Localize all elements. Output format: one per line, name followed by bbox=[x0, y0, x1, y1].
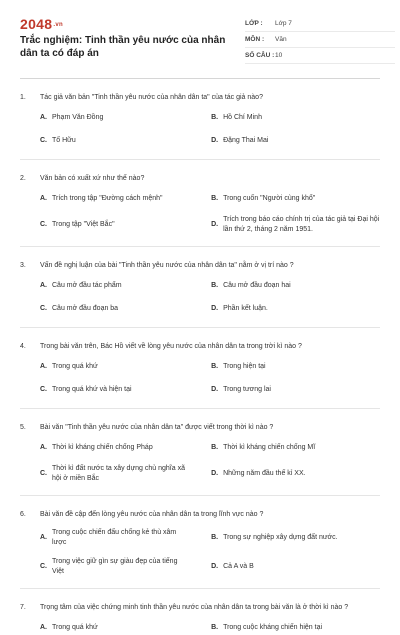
option-d[interactable] bbox=[191, 215, 380, 235]
option-letter: A. bbox=[40, 624, 47, 631]
question-7 bbox=[20, 589, 380, 635]
option-row bbox=[20, 383, 380, 397]
info-table bbox=[245, 16, 395, 64]
option-letter: B. bbox=[211, 195, 219, 202]
option-letter: B. bbox=[211, 534, 219, 541]
option-row bbox=[20, 557, 380, 577]
option-letter: B. bbox=[211, 114, 219, 121]
option-letter: B. bbox=[211, 363, 219, 370]
option-letter: C. bbox=[40, 137, 47, 144]
info-row-subject bbox=[245, 32, 395, 48]
option-a[interactable] bbox=[20, 192, 191, 206]
question-line bbox=[20, 509, 380, 520]
question-line bbox=[20, 260, 380, 271]
option-letter: C. bbox=[40, 386, 47, 393]
option-text: Trong cuộc kháng chiến hiện tại bbox=[223, 624, 323, 631]
question-text: Trong bài văn trên, Bác Hồ viết về lòng yêu nước của nhân dân ta trong trời kì nào ? bbox=[40, 343, 302, 350]
option-letter: D. bbox=[211, 137, 219, 144]
option-a[interactable] bbox=[20, 528, 191, 548]
question-line bbox=[20, 341, 380, 352]
option-letter: C. bbox=[40, 221, 47, 228]
option-b[interactable] bbox=[191, 528, 380, 548]
question-text: Trọng tâm của việc chứng minh tinh thần yêu nước của nhân dân ta trong bài văn là ở thời kì nào ? bbox=[40, 604, 349, 611]
question-number: 4. bbox=[20, 343, 26, 350]
options bbox=[20, 528, 380, 577]
option-text: Đặng Thai Mai bbox=[223, 137, 269, 144]
option-text: Trong sự nghiệp xây dựng đất nước. bbox=[223, 534, 338, 541]
options bbox=[20, 279, 380, 316]
option-letter: B. bbox=[211, 282, 219, 289]
option-c[interactable] bbox=[20, 215, 191, 235]
option-text: Trong tập "Việt Bắc" bbox=[52, 221, 115, 228]
option-text: Cả A và B bbox=[223, 563, 254, 570]
option-c[interactable] bbox=[20, 557, 191, 577]
question-2 bbox=[20, 160, 380, 247]
question-4 bbox=[20, 328, 380, 409]
option-row bbox=[20, 279, 380, 293]
option-letter: D. bbox=[211, 305, 219, 312]
question-line bbox=[20, 602, 380, 613]
question-line bbox=[20, 173, 380, 184]
option-row bbox=[20, 134, 380, 148]
info-value: 10 bbox=[275, 52, 283, 59]
worksheet-header bbox=[20, 12, 380, 68]
option-d[interactable] bbox=[191, 302, 380, 316]
info-value: Văn bbox=[275, 36, 287, 43]
option-a[interactable] bbox=[20, 441, 191, 455]
option-text: Trong quá khứ và hiện tại bbox=[52, 386, 132, 393]
question-text: Bài văn đề cập đến lòng yêu nước của nhân dân ta trong lĩnh vực nào ? bbox=[40, 511, 264, 518]
option-text: Phạm Văn Đồng bbox=[52, 114, 104, 121]
option-row bbox=[20, 111, 380, 125]
option-c[interactable] bbox=[20, 464, 191, 484]
question-number: 7. bbox=[20, 604, 26, 611]
option-row bbox=[20, 621, 380, 635]
site-logo[interactable] bbox=[20, 16, 63, 32]
option-b[interactable] bbox=[191, 360, 380, 374]
option-c[interactable] bbox=[20, 302, 191, 316]
options bbox=[20, 621, 380, 635]
option-row bbox=[20, 441, 380, 455]
option-text: Thời kì kháng chiến chống Pháp bbox=[52, 444, 153, 451]
options bbox=[20, 111, 380, 148]
option-a[interactable] bbox=[20, 279, 191, 293]
option-b[interactable] bbox=[191, 279, 380, 293]
question-line bbox=[20, 92, 380, 103]
option-d[interactable] bbox=[191, 383, 380, 397]
option-text: Trong hiện tại bbox=[223, 363, 266, 370]
option-d[interactable] bbox=[191, 557, 380, 577]
option-letter: C. bbox=[40, 470, 47, 477]
option-text: Trong cuộc chiến đấu chống kẻ thù xâm lược bbox=[52, 529, 177, 546]
option-c[interactable] bbox=[20, 134, 191, 148]
options bbox=[20, 360, 380, 397]
question-1 bbox=[20, 79, 380, 160]
option-text: Thời kì đất nước ta xây dựng chủ nghĩa xã hội ở miền Bắc bbox=[52, 465, 185, 482]
option-letter: A. bbox=[40, 444, 47, 451]
question-number: 5. bbox=[20, 424, 26, 431]
info-label: SỐ CÂU : bbox=[245, 52, 275, 59]
info-row-count bbox=[245, 48, 395, 64]
option-text: Những năm đầu thế kỉ XX. bbox=[223, 470, 306, 477]
info-value: Lớp 7 bbox=[275, 20, 292, 27]
option-text: Hồ Chí Minh bbox=[223, 114, 262, 121]
option-a[interactable] bbox=[20, 111, 191, 125]
info-label: LỚP : bbox=[245, 20, 263, 27]
option-text: Trong quá khứ bbox=[52, 363, 98, 370]
question-number: 1. bbox=[20, 94, 26, 101]
option-a[interactable] bbox=[20, 360, 191, 374]
logo-text: 2048 bbox=[20, 16, 53, 32]
option-b[interactable] bbox=[191, 111, 380, 125]
option-letter: D. bbox=[211, 470, 219, 477]
option-text: Trong việc giữ gìn sự giàu đẹp của tiếng Việt bbox=[52, 558, 178, 575]
option-letter: D. bbox=[211, 563, 219, 570]
option-letter: A. bbox=[40, 363, 47, 370]
option-letter: D. bbox=[211, 386, 219, 393]
option-row bbox=[20, 215, 380, 235]
option-text: Trong quá khứ bbox=[52, 624, 98, 631]
option-text: Câu mở đầu đoạn ba bbox=[52, 305, 119, 312]
option-letter: D. bbox=[211, 221, 219, 228]
worksheet-title: Trắc nghiệm: Tinh thần yêu nước của nhân dân ta có đáp án bbox=[20, 35, 226, 59]
option-d[interactable] bbox=[191, 134, 380, 148]
info-row-class bbox=[245, 16, 395, 32]
info-label: MÔN : bbox=[245, 36, 265, 43]
option-letter: A. bbox=[40, 195, 47, 202]
option-letter: B. bbox=[211, 444, 219, 451]
option-text: Câu mở đầu tác phẩm bbox=[52, 282, 122, 289]
question-3 bbox=[20, 247, 380, 328]
option-letter: A. bbox=[40, 114, 47, 121]
logo-suffix: .vn bbox=[53, 22, 63, 29]
option-text: Trích trong báo cáo chính trị của tác giả tại Đại hội lần thứ 2, tháng 2 năm 1951. bbox=[223, 216, 380, 233]
option-text: Trong tương lai bbox=[223, 386, 271, 393]
option-d[interactable] bbox=[191, 464, 380, 484]
question-line bbox=[20, 422, 380, 433]
option-letter: A. bbox=[40, 534, 47, 541]
option-letter: A. bbox=[40, 282, 47, 289]
option-a[interactable] bbox=[20, 621, 191, 635]
question-text: Tác giả văn bản "Tinh thần yêu nước của nhân dân ta" của tác giả nào? bbox=[40, 94, 263, 101]
option-letter: B. bbox=[211, 624, 219, 631]
option-b[interactable] bbox=[191, 621, 380, 635]
question-number: 2. bbox=[20, 175, 26, 182]
option-b[interactable] bbox=[191, 441, 380, 455]
option-letter: C. bbox=[40, 305, 47, 312]
question-number: 6. bbox=[20, 511, 26, 518]
option-text: Câu mở đầu đoạn hai bbox=[223, 282, 291, 289]
option-text: Phần kết luận. bbox=[223, 305, 268, 312]
options bbox=[20, 192, 380, 235]
option-text: Trích trong tập "Đường cách mệnh" bbox=[52, 195, 163, 202]
question-6 bbox=[20, 496, 380, 589]
option-row bbox=[20, 360, 380, 374]
option-row bbox=[20, 528, 380, 548]
question-text: Văn bản có xuất xứ như thế nào? bbox=[40, 175, 145, 182]
option-c[interactable] bbox=[20, 383, 191, 397]
question-number: 3. bbox=[20, 262, 26, 269]
options bbox=[20, 441, 380, 484]
option-b[interactable] bbox=[191, 192, 380, 206]
option-text: Thời kì kháng chiến chống Mĩ bbox=[223, 444, 316, 451]
option-text: Trong cuốn "Người cùng khổ" bbox=[223, 195, 316, 202]
question-5 bbox=[20, 409, 380, 496]
option-row bbox=[20, 302, 380, 316]
option-letter: C. bbox=[40, 563, 47, 570]
question-text: Bài văn "Tinh thần yêu nước của nhân dân ta" được viết trong thời kì nào ? bbox=[40, 424, 274, 431]
option-text: Tố Hữu bbox=[52, 137, 76, 144]
question-text: Vấn đề nghị luận của bài "Tinh thần yêu nước của nhân dân ta" nằm ở vị trí nào ? bbox=[40, 262, 294, 269]
option-row bbox=[20, 464, 380, 484]
option-row bbox=[20, 192, 380, 206]
